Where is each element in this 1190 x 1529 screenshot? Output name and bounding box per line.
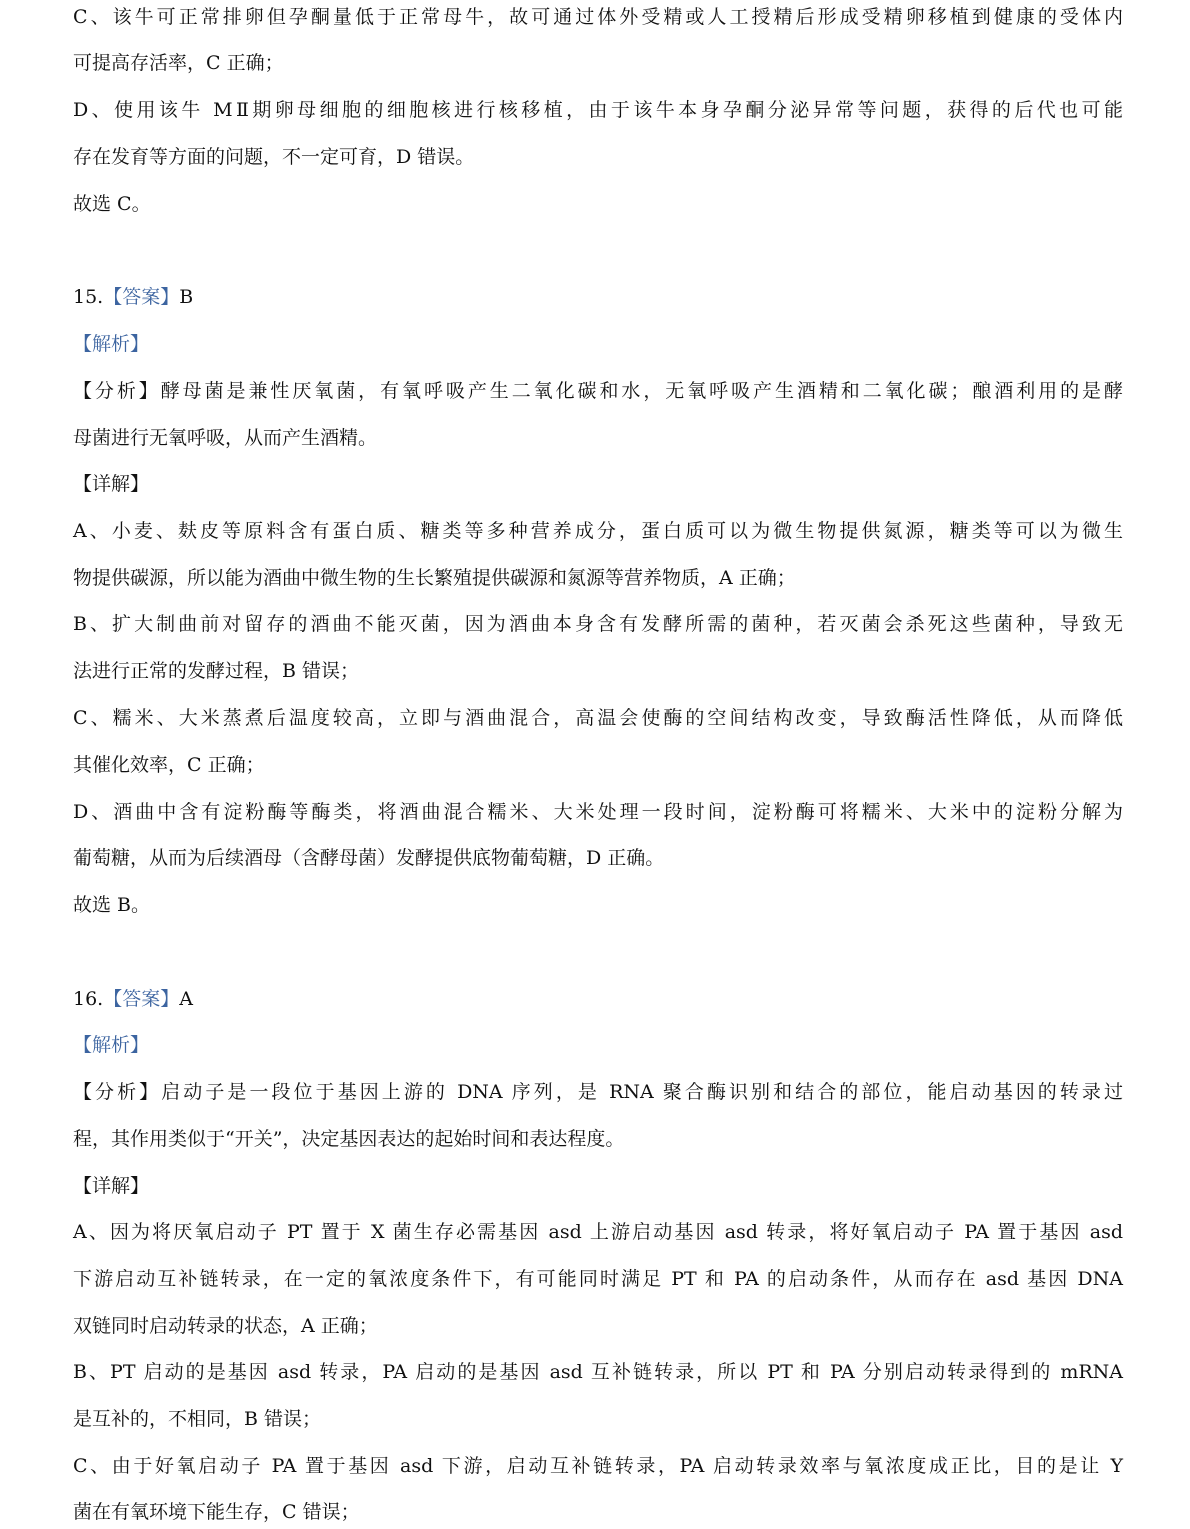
q15-option-d-line1: D、酒曲中含有淀粉酶等酶类，将酒曲混合糯米、大米处理一段时间，淀粉酶可将糯米、大米中的淀粉分解为 [73, 801, 1123, 823]
q16-xiangjie-tag: 【详解】 [73, 1175, 150, 1197]
q15-option-b-line1: B、扩大制曲前对留存的酒曲不能灭菌，因为酒曲本身含有发酵所需的菌种，若灭菌会杀死这些菌种，导致无 [73, 613, 1123, 635]
q16-option-a-line2: 下游启动互补链转录，在一定的氧浓度条件下，有可能同时满足 PT 和 PA 的启动条件，从而存在 asd 基因 DNA [73, 1268, 1123, 1290]
q15-fenxi-line1 [73, 379, 1123, 403]
q15-answer-tag: 【答案】 [103, 286, 180, 308]
q16-answer: A [179, 988, 193, 1010]
q15-option-d-line2: 葡萄糖，从而为后续酒母（含酵母菌）发酵提供底物葡萄糖，D 正确。 [73, 847, 665, 869]
q15-fenxi-line2: 母菌进行无氧呼吸，从而产生酒精。 [73, 427, 378, 449]
q15-fenxi-tag: 【分析】 [73, 380, 161, 402]
q15-fenxi-text: 酵母菌是兼性厌氧菌，有氧呼吸产生二氧化碳和水，无氧呼吸产生酒精和二氧化碳；酿酒利用的是酵 [160, 380, 1123, 402]
q14-option-d-line1: D、使用该牛 MⅡ期卵母细胞的细胞核进行核移植，由于该牛本身孕酮分泌异常等问题，获得的后代也可能 [73, 99, 1123, 121]
q16-option-c-line1: C、由于好氧启动子 PA 置于基因 asd 下游，启动互补链转录，PA 启动转录效率与氧浓度成正比，目的是让 Y [73, 1455, 1123, 1477]
q16-answer-line [73, 987, 1123, 1011]
q16-answer-tag: 【答案】 [103, 988, 180, 1010]
q15-option-a-line2: 物提供碳源，所以能为酒曲中微生物的生长繁殖提供碳源和氮源等营养物质，A 正确； [73, 567, 796, 589]
q15-jiexi-tag: 【解析】 [73, 333, 150, 355]
q14-option-d-line2: 存在发育等方面的问题，不一定可育，D 错误。 [73, 146, 475, 168]
q15-answer: B [179, 286, 194, 308]
q14-option-c-line1: C、该牛可正常排卵但孕酮量低于正常母牛，故可通过体外受精或人工授精后形成受精卵移植到健康的受体内 [73, 6, 1123, 28]
q16-fenxi-tag: 【分析】 [73, 1081, 162, 1103]
q15-conclusion: 故选 B。 [73, 894, 151, 916]
q16-option-b-line1: B、PT 启动的是基因 asd 转录，PA 启动的是基因 asd 互补链转录，所以 PT 和 PA 分别启动转录得到的 mRNA [73, 1361, 1123, 1383]
q16-option-b-line2: 是互补的，不相同，B 错误； [73, 1408, 322, 1430]
q16-option-a-line3: 双链同时启动转录的状态，A 正确； [73, 1315, 378, 1337]
q16-option-c-line2: 菌在有氧环境下能生存，C 错误； [73, 1501, 360, 1523]
q16-fenxi-line1 [73, 1080, 1123, 1104]
q15-number: 15. [73, 286, 104, 308]
q15-xiangjie-tag: 【详解】 [73, 473, 150, 495]
q15-answer-line [73, 285, 1123, 309]
q15-option-a-line1: A、小麦、麸皮等原料含有蛋白质、糖类等多种营养成分，蛋白质可以为微生物提供氮源，糖类等可以为微生 [73, 520, 1123, 542]
q14-conclusion: 故选 C。 [73, 193, 151, 215]
q15-option-c-line2: 其催化效率，C 正确； [73, 754, 265, 776]
q15-option-c-line1: C、糯米、大米蒸煮后温度较高，立即与酒曲混合，高温会使酶的空间结构改变，导致酶活性降低，从而降低 [73, 707, 1123, 729]
q16-jiexi-tag: 【解析】 [73, 1034, 150, 1056]
q14-option-c-line2: 可提高存活率，C 正确； [73, 52, 284, 74]
q16-fenxi-text: 启动子是一段位于基因上游的 DNA 序列，是 RNA 聚合酶识别和结合的部位，能启动基因的转录过 [161, 1081, 1123, 1103]
q16-fenxi-line2: 程，其作用类似于“开关”，决定基因表达的起始时间和表达程度。 [73, 1128, 625, 1150]
q16-option-a-line1: A、因为将厌氧启动子 PT 置于 X 菌生存必需基因 asd 上游启动基因 asd 转录，将好氧启动子 PA 置于基因 asd [73, 1221, 1123, 1243]
q16-number: 16. [73, 988, 104, 1010]
q15-option-b-line2: 法进行正常的发酵过程，B 错误； [73, 660, 360, 682]
